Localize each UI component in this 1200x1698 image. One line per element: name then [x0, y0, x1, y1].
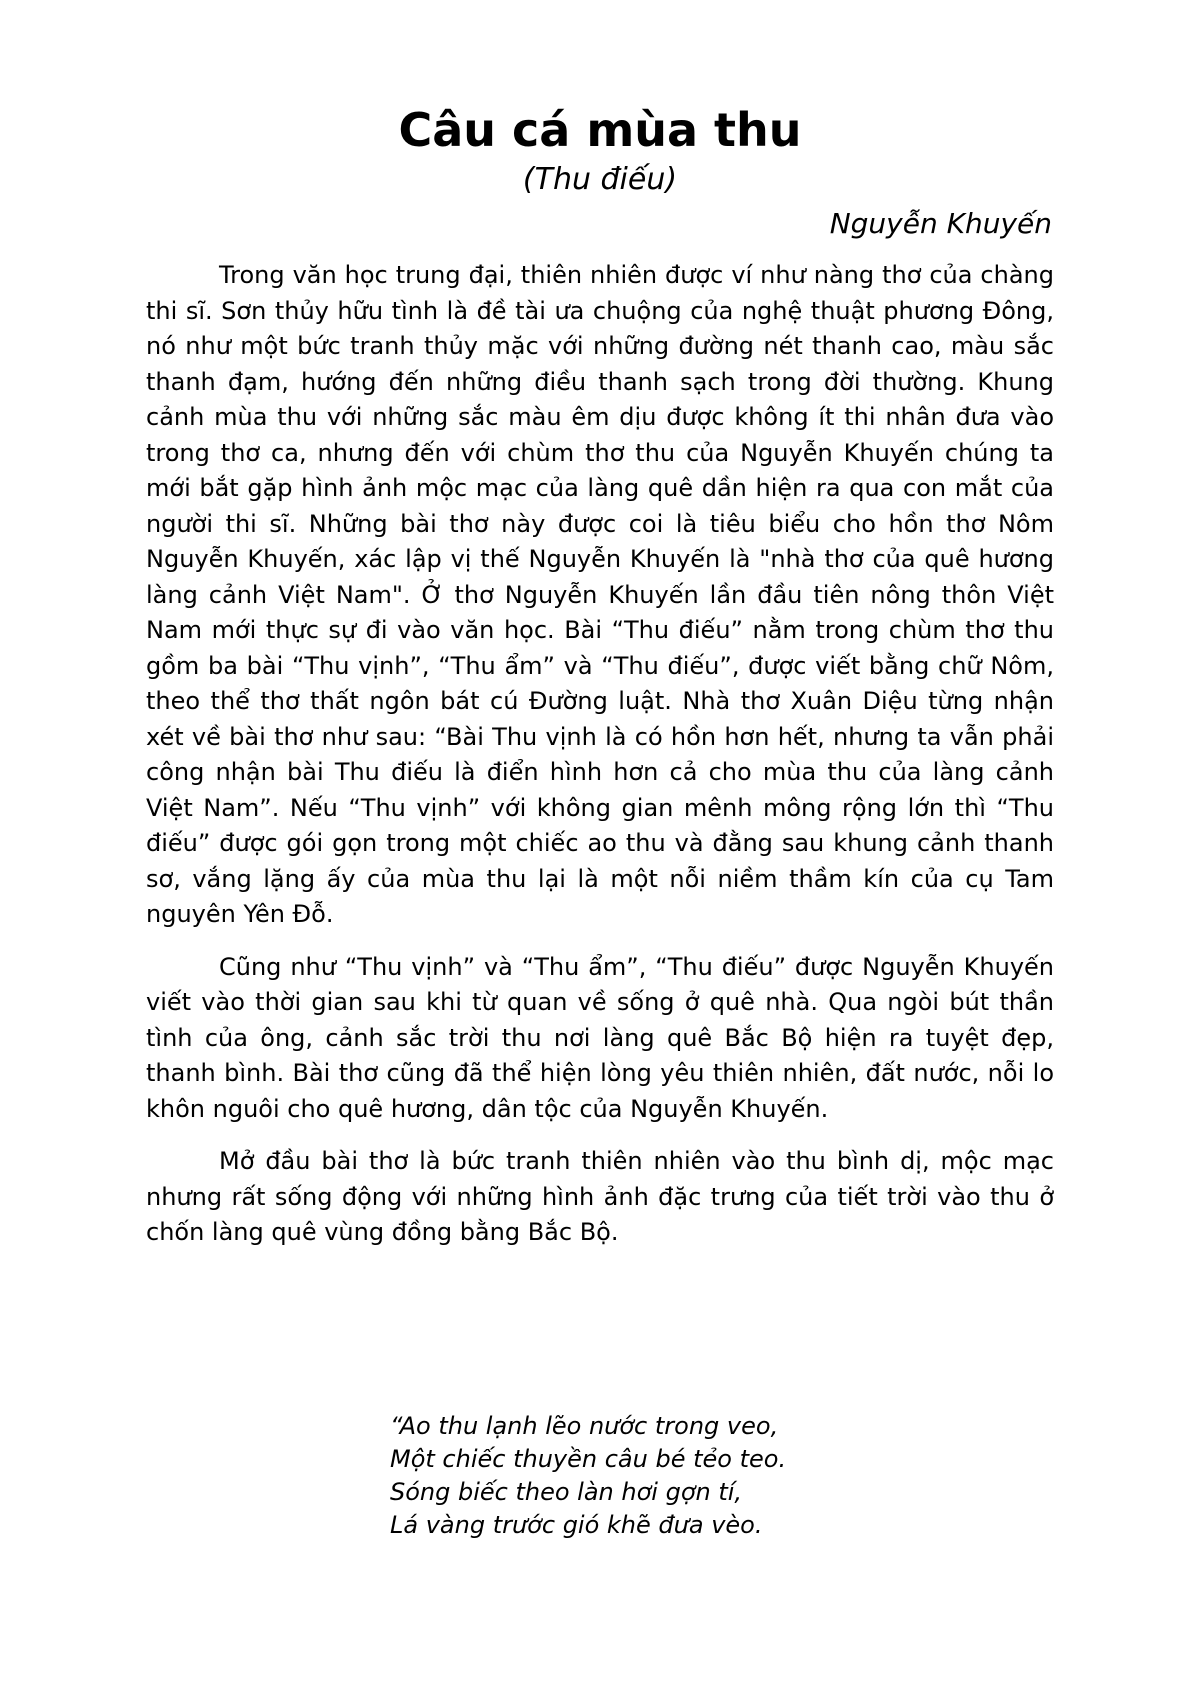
document-title: Câu cá mùa thu	[398, 103, 802, 157]
poem-line: Sóng biếc theo làn hơi gợn tí,	[390, 1478, 743, 1506]
paragraph: Trong văn học trung đại, thiên nhiên được ví như nàng thơ của chàng thi sĩ. Sơn thủy hữu tình là đề tài ưa chuộng của nghệ thuật phương Đông, nó như một bức tranh thủy mặc với những đường nét thanh cao, màu sắc thanh đạm, hướng đến những điều thanh sạch trong đời thường. Khung cảnh mùa thu với những sắc màu êm dịu được không ít thi nhân đưa vào trong thơ ca, nhưng đến với chùm thơ thu của Nguyễn Khuyến chúng ta mới bắt gặp hình ảnh mộc mạc của làng quê dần hiện ra qua con mắt của người thi sĩ. Những bài thơ này được coi là tiêu biểu cho hồn thơ Nôm Nguyễn Khuyến, xác lập vị thế Nguyễn Khuyến là "nhà thơ của quê hương làng cảnh Việt Nam". Ở thơ Nguyễn Khuyến lần đầu tiên nông thôn Việt Nam mới thực sự đi vào văn học. Bài “Thu điếu” nằm trong chùm thơ thu gồm ba bài “Thu vịnh”, “Thu ẩm” và “Thu điếu”, được viết bằng chữ Nôm, theo thể thơ thất ngôn bát cú Đường luật. Nhà thơ Xuân Diệu từng nhận xét về bài thơ như sau: “Bài Thu vịnh là có hồn hơn hết, nhưng ta vẫn phải công nhận bài Thu điếu là điển hình hơn cả cho mùa thu của làng cảnh Việt Nam”. Nếu “Thu vịnh” với không gian mênh mông rộng lớn thì “Thu điếu” được gói gọn trong một chiếc ao thu và đằng sau khung cảnh thanh sơ, vắng lặng ấy của mùa thu lại là một nỗi niềm thầm kín của cụ Tam nguyên Yên Đỗ.	[146, 261, 1054, 928]
document-author: Nguyễn Khuyến	[829, 207, 1052, 240]
document-body	[146, 258, 1054, 1268]
poem-line: Một chiếc thuyền câu bé tẻo teo.	[390, 1445, 787, 1473]
document-subtitle: (Thu điếu)	[522, 162, 678, 197]
paragraph: Cũng như “Thu vịnh” và “Thu ẩm”, “Thu điếu” được Nguyễn Khuyến viết vào thời gian sau khi từ quan về sống ở quê nhà. Qua ngòi bút thần tình của ông, cảnh sắc trời thu nơi làng quê Bắc Bộ hiện ra tuyệt đẹp, thanh bình. Bài thơ cũng đã thể hiện lòng yêu thiên nhiên, đất nước, nỗi lo khôn nguôi cho quê hương, dân tộc của Nguyễn Khuyến.	[146, 952, 1054, 1123]
poem-excerpt	[390, 1410, 786, 1542]
poem-line: “Ao thu lạnh lẽo nước trong veo,	[390, 1412, 779, 1440]
poem-line: Lá vàng trước gió khẽ đưa vèo.	[390, 1511, 763, 1539]
paragraph: Mở đầu bài thơ là bức tranh thiên nhiên vào thu bình dị, mộc mạc nhưng rất sống động với những hình ảnh đặc trưng của tiết trời vào thu ở chốn làng quê vùng đồng bằng Bắc Bộ.	[146, 1147, 1054, 1246]
